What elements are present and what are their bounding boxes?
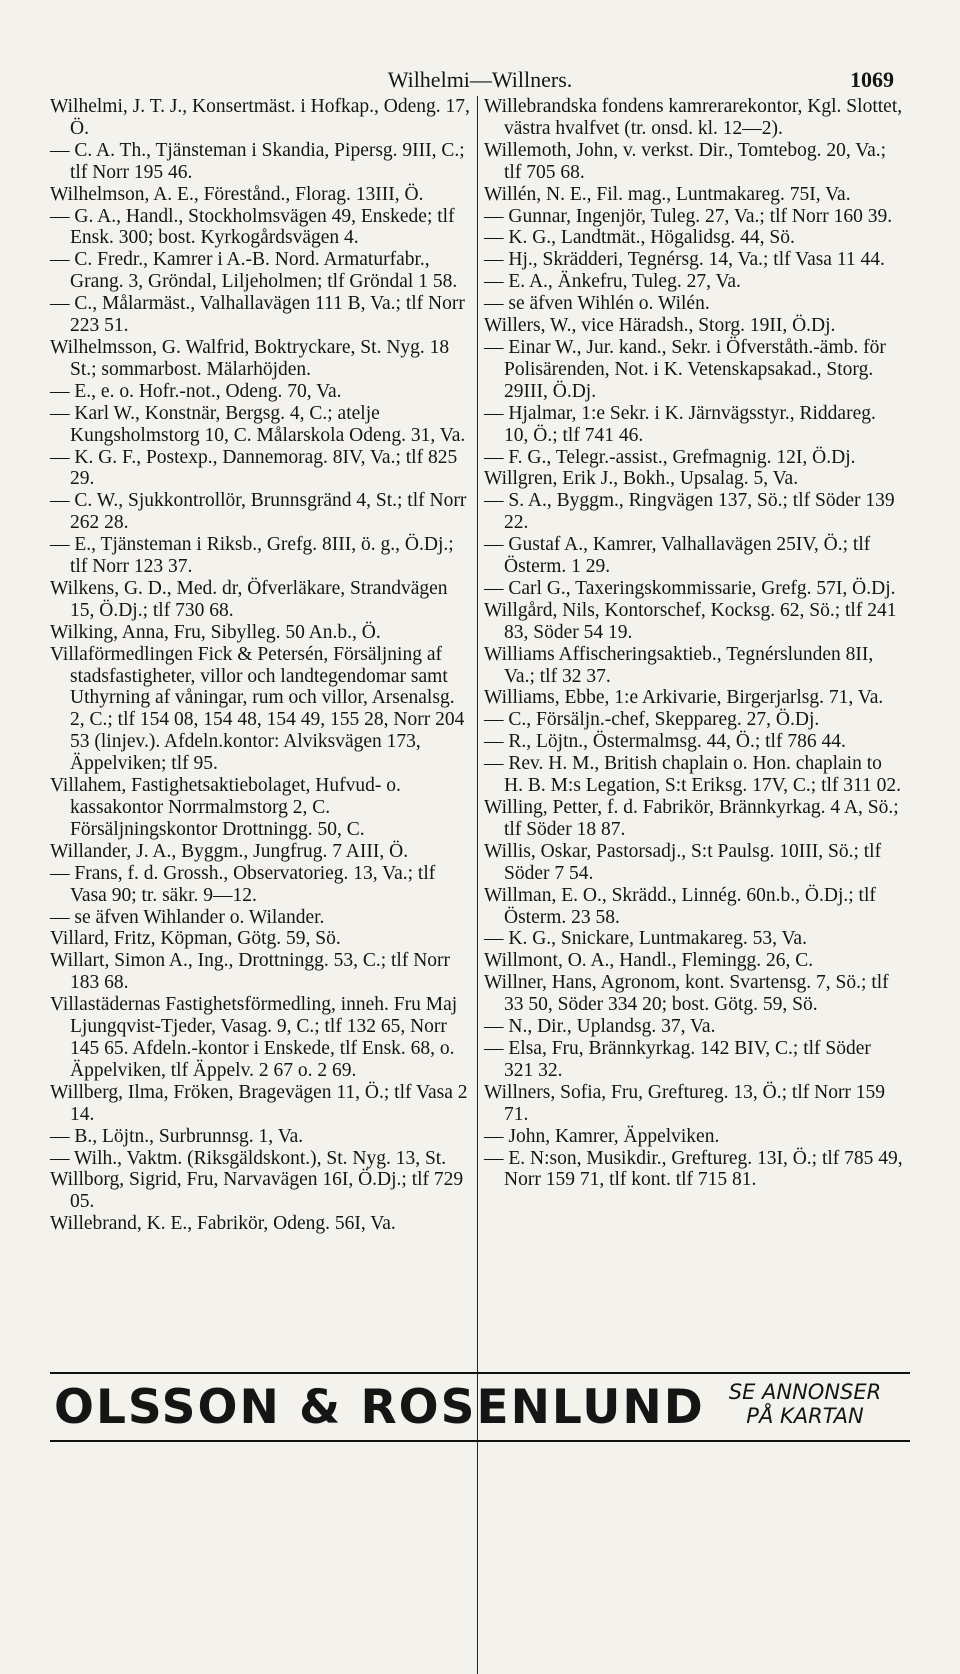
directory-entry: — K. G., Landtmät., Högalidsg. 44, Sö. (484, 227, 795, 249)
directory-entry: Villaförmedlingen Fick & Petersén, Försäljning af stadsfastigheter, villor och landtegendomar samt Uthyrning af våningar, rum och villor, Arsenalsg. 2, C.; tlf 154 08, 154 48, 154 49, 155 28, Norr 204 53 (linjev.). Afdeln.kontor: Alviksvägen 173, Äppelviken; tlf 95. (50, 643, 465, 775)
directory-entry: — Rev. H. M., British chaplain o. Hon. chaplain to H. B. M:s Legation, S:t Eriksg. 17V, C.; tlf 311 02. (484, 753, 902, 797)
directory-entry: Willners, Sofia, Fru, Greftureg. 13, Ö.; tlf Norr 159 71. (484, 1081, 886, 1125)
directory-entry: — se äfven Wihlander o. Wilander. (50, 906, 325, 928)
directory-entry: — C., Målarmäst., Valhallavägen 111 B, Va.; tlf Norr 223 51. (50, 293, 465, 337)
directory-entry: Willgård, Nils, Kontorschef, Kocksg. 62, Sö.; tlf 241 83, Söder 54 19. (484, 599, 897, 643)
footer-rule-top (50, 1372, 910, 1374)
directory-entry: Willner, Hans, Agronom, kont. Svartensg. 7, Sö.; tlf 33 50, Söder 334 20; bost. Götg. 59, Sö. (484, 972, 889, 1016)
directory-entry: — E. N:son, Musikdir., Greftureg. 13I, Ö.; tlf 785 49, Norr 159 71, tlf kont. tlf 715 81. (484, 1147, 903, 1191)
directory-entry: Wilhelmson, A. E., Förestånd., Florag. 13III, Ö. (50, 183, 424, 205)
directory-entry: Willemoth, John, v. verkst. Dir., Tomtebog. 20, Va.; tlf 705 68. (484, 139, 887, 183)
directory-entry: — B., Löjtn., Surbrunnsg. 1, Va. (50, 1125, 304, 1147)
directory-entry: — E., e. o. Hofr.-not., Odeng. 70, Va. (50, 380, 342, 402)
directory-entry: — se äfven Wihlén o. Wilén. (484, 293, 710, 315)
directory-entry: Willebrand, K. E., Fabrikör, Odeng. 56I, Va. (50, 1213, 396, 1235)
directory-entry: — N., Dir., Uplandsg. 37, Va. (484, 1016, 716, 1038)
directory-entry: — K. G. F., Postexp., Dannemorag. 8IV, Va.; tlf 825 29. (50, 446, 458, 490)
directory-entry: — Hjalmar, 1:e Sekr. i K. Järnvägsstyr., Riddareg. 10, Ö.; tlf 741 46. (484, 402, 876, 446)
right-column (484, 96, 904, 1191)
directory-entry: — F. G., Telegr.-assist., Grefmagnig. 12I, Ö.Dj. (484, 446, 856, 468)
advertiser-name: OLSSON & ROSENLUND (54, 1380, 705, 1435)
directory-entry: Willart, Simon A., Ing., Drottningg. 53, C.; tlf Norr 183 68. (50, 950, 451, 994)
directory-entry: Willebrandska fondens kamrerarekontor, Kgl. Slottet, västra hvalfvet (tr. onsd. kl. 12—2). (484, 96, 903, 139)
directory-entry: Willander, J. A., Byggm., Jungfrug. 7 AIII, Ö. (50, 840, 409, 862)
advertisement-tagline: SE ANNONSER PÅ KARTAN (728, 1380, 882, 1428)
directory-entry: — C., Försäljn.-chef, Skeppareg. 27, Ö.Dj. (484, 709, 820, 731)
directory-entry: — G. A., Handl., Stockholmsvägen 49, Enskede; tlf Ensk. 300; bost. Kyrkogårdsvägen 4. (50, 205, 455, 249)
directory-entry: — Karl W., Konstnär, Bergsg. 4, C.; atelje Kungsholmstorg 10, C. Målarskola Odeng. 31, Va. (50, 402, 466, 446)
directory-entry: Villastädernas Fastighetsförmedling, inneh. Fru Maj Ljungqvist-Tjeder, Vasag. 9, C.; tlf 132 65, Norr 145 65. Afdeln.-kontor i Enskede, tlf Ensk. 68, o. Äppelviken, tlf Äppelv. 2 67 o. 2 69. (50, 994, 458, 1081)
directory-entry: Willmont, O. A., Handl., Flemingg. 26, C. (484, 950, 814, 972)
directory-entry: Villahem, Fastighetsaktiebolaget, Hufvud- o. kassakontor Norrmalmstorg 2, C. Försäljningskontor Drottningg. 50, C. (50, 775, 401, 840)
directory-entry: Wilhelmi, J. T. J., Konsertmäst. i Hofkap., Odeng. 17, Ö. (50, 96, 470, 139)
directory-entry: Wilhelmsson, G. Walfrid, Boktryckare, St. Nyg. 18 St.; sommarbost. Mälarhöjden. (50, 336, 450, 380)
directory-entry: Wilkens, G. D., Med. dr, Öfverläkare, Strandvägen 15, Ö.Dj.; tlf 730 68. (50, 577, 448, 621)
directory-entry: — K. G., Snickare, Luntmakareg. 53, Va. (484, 928, 807, 950)
page-title: Wilhelmi—Willners. (387, 67, 573, 92)
directory-entry: — C. A. Th., Tjänsteman i Skandia, Pipersg. 9III, C.; tlf Norr 195 46. (50, 139, 465, 183)
directory-entry: Williams Affischeringsaktieb., Tegnérslunden 8II, Va.; tlf 32 37. (484, 643, 874, 687)
directory-entry: — Gustaf A., Kamrer, Valhallavägen 25IV, Ö.; tlf Österm. 1 29. (484, 534, 871, 578)
directory-entry: — Hj., Skrädderi, Tegnérsg. 14, Va.; tlf Vasa 11 44. (484, 249, 885, 271)
footer-rule-bottom (50, 1440, 910, 1442)
directory-entry: — Carl G., Taxeringskommissarie, Grefg. 57I, Ö.Dj. (484, 577, 896, 599)
directory-entry: — E. A., Änkefru, Tuleg. 27, Va. (484, 271, 741, 293)
directory-entry: Willberg, Ilma, Fröken, Bragevägen 11, Ö.; tlf Vasa 2 14. (50, 1081, 468, 1125)
directory-entry: — E., Tjänsteman i Riksb., Grefg. 8III, ö. g., Ö.Dj.; tlf Norr 123 37. (50, 534, 454, 578)
directory-entry: — Gunnar, Ingenjör, Tuleg. 27, Va.; tlf Norr 160 39. (484, 205, 893, 227)
directory-entry: Wilking, Anna, Fru, Sibylleg. 50 An.b., Ö. (50, 621, 381, 643)
directory-entry: — Einar W., Jur. kand., Sekr. i Öfverståth.-ämb. för Polisärenden, Not. i K. Vetenskapsakad., Storg. 29III, Ö.Dj. (484, 336, 886, 402)
directory-entry: — Wilh., Vaktm. (Riksgäldskont.), St. Nyg. 13, St. (50, 1147, 447, 1169)
directory-entry: Willing, Petter, f. d. Fabrikör, Brännkyrkag. 4 A, Sö.; tlf Söder 18 87. (484, 797, 899, 840)
directory-entry: Willman, E. O., Skrädd., Linnég. 60n.b., Ö.Dj.; tlf Österm. 23 58. (484, 884, 876, 928)
left-column (50, 96, 470, 1235)
directory-entry: Willis, Oskar, Pastorsadj., S:t Paulsg. 10III, Sö.; tlf Söder 7 54. (484, 840, 882, 884)
directory-entry: Willgren, Erik J., Bokh., Upsalag. 5, Va. (484, 468, 799, 490)
directory-entry: — C. W., Sjukkontrollör, Brunnsgränd 4, St.; tlf Norr 262 28. (50, 490, 467, 534)
directory-entry: — C. Fredr., Kamrer i A.-B. Nord. Armaturfabr., Grang. 3, Gröndal, Liljeholmen; tlf Gröndal 1 58. (50, 249, 458, 293)
directory-entry: — R., Löjtn., Östermalmsg. 44, Ö.; tlf 786 44. (484, 731, 846, 753)
page-number: 1069 (850, 67, 894, 92)
advertisement-banner (50, 1376, 910, 1438)
directory-entry: — John, Kamrer, Äppelviken. (484, 1125, 720, 1147)
directory-entry: Villard, Fritz, Köpman, Götg. 59, Sö. (50, 928, 341, 950)
directory-entry: Willers, W., vice Häradsh., Storg. 19II, Ö.Dj. (484, 315, 836, 337)
directory-entry: — Elsa, Fru, Brännkyrkag. 142 BIV, C.; tlf Söder 321 32. (484, 1037, 871, 1081)
directory-entry: — Frans, f. d. Grossh., Observatorieg. 13, Va.; tlf Vasa 90; tr. säkr. 9—12. (50, 862, 436, 906)
running-head (0, 64, 960, 96)
directory-entry: Willén, N. E., Fil. mag., Luntmakareg. 75I, Va. (484, 183, 851, 205)
directory-entry: Williams, Ebbe, 1:e Arkivarie, Birgerjarlsg. 71, Va. (484, 687, 884, 709)
directory-entry: Willborg, Sigrid, Fru, Narvavägen 16I, Ö.Dj.; tlf 729 05. (50, 1169, 464, 1213)
directory-entry: — S. A., Byggm., Ringvägen 137, Sö.; tlf Söder 139 22. (484, 490, 895, 534)
